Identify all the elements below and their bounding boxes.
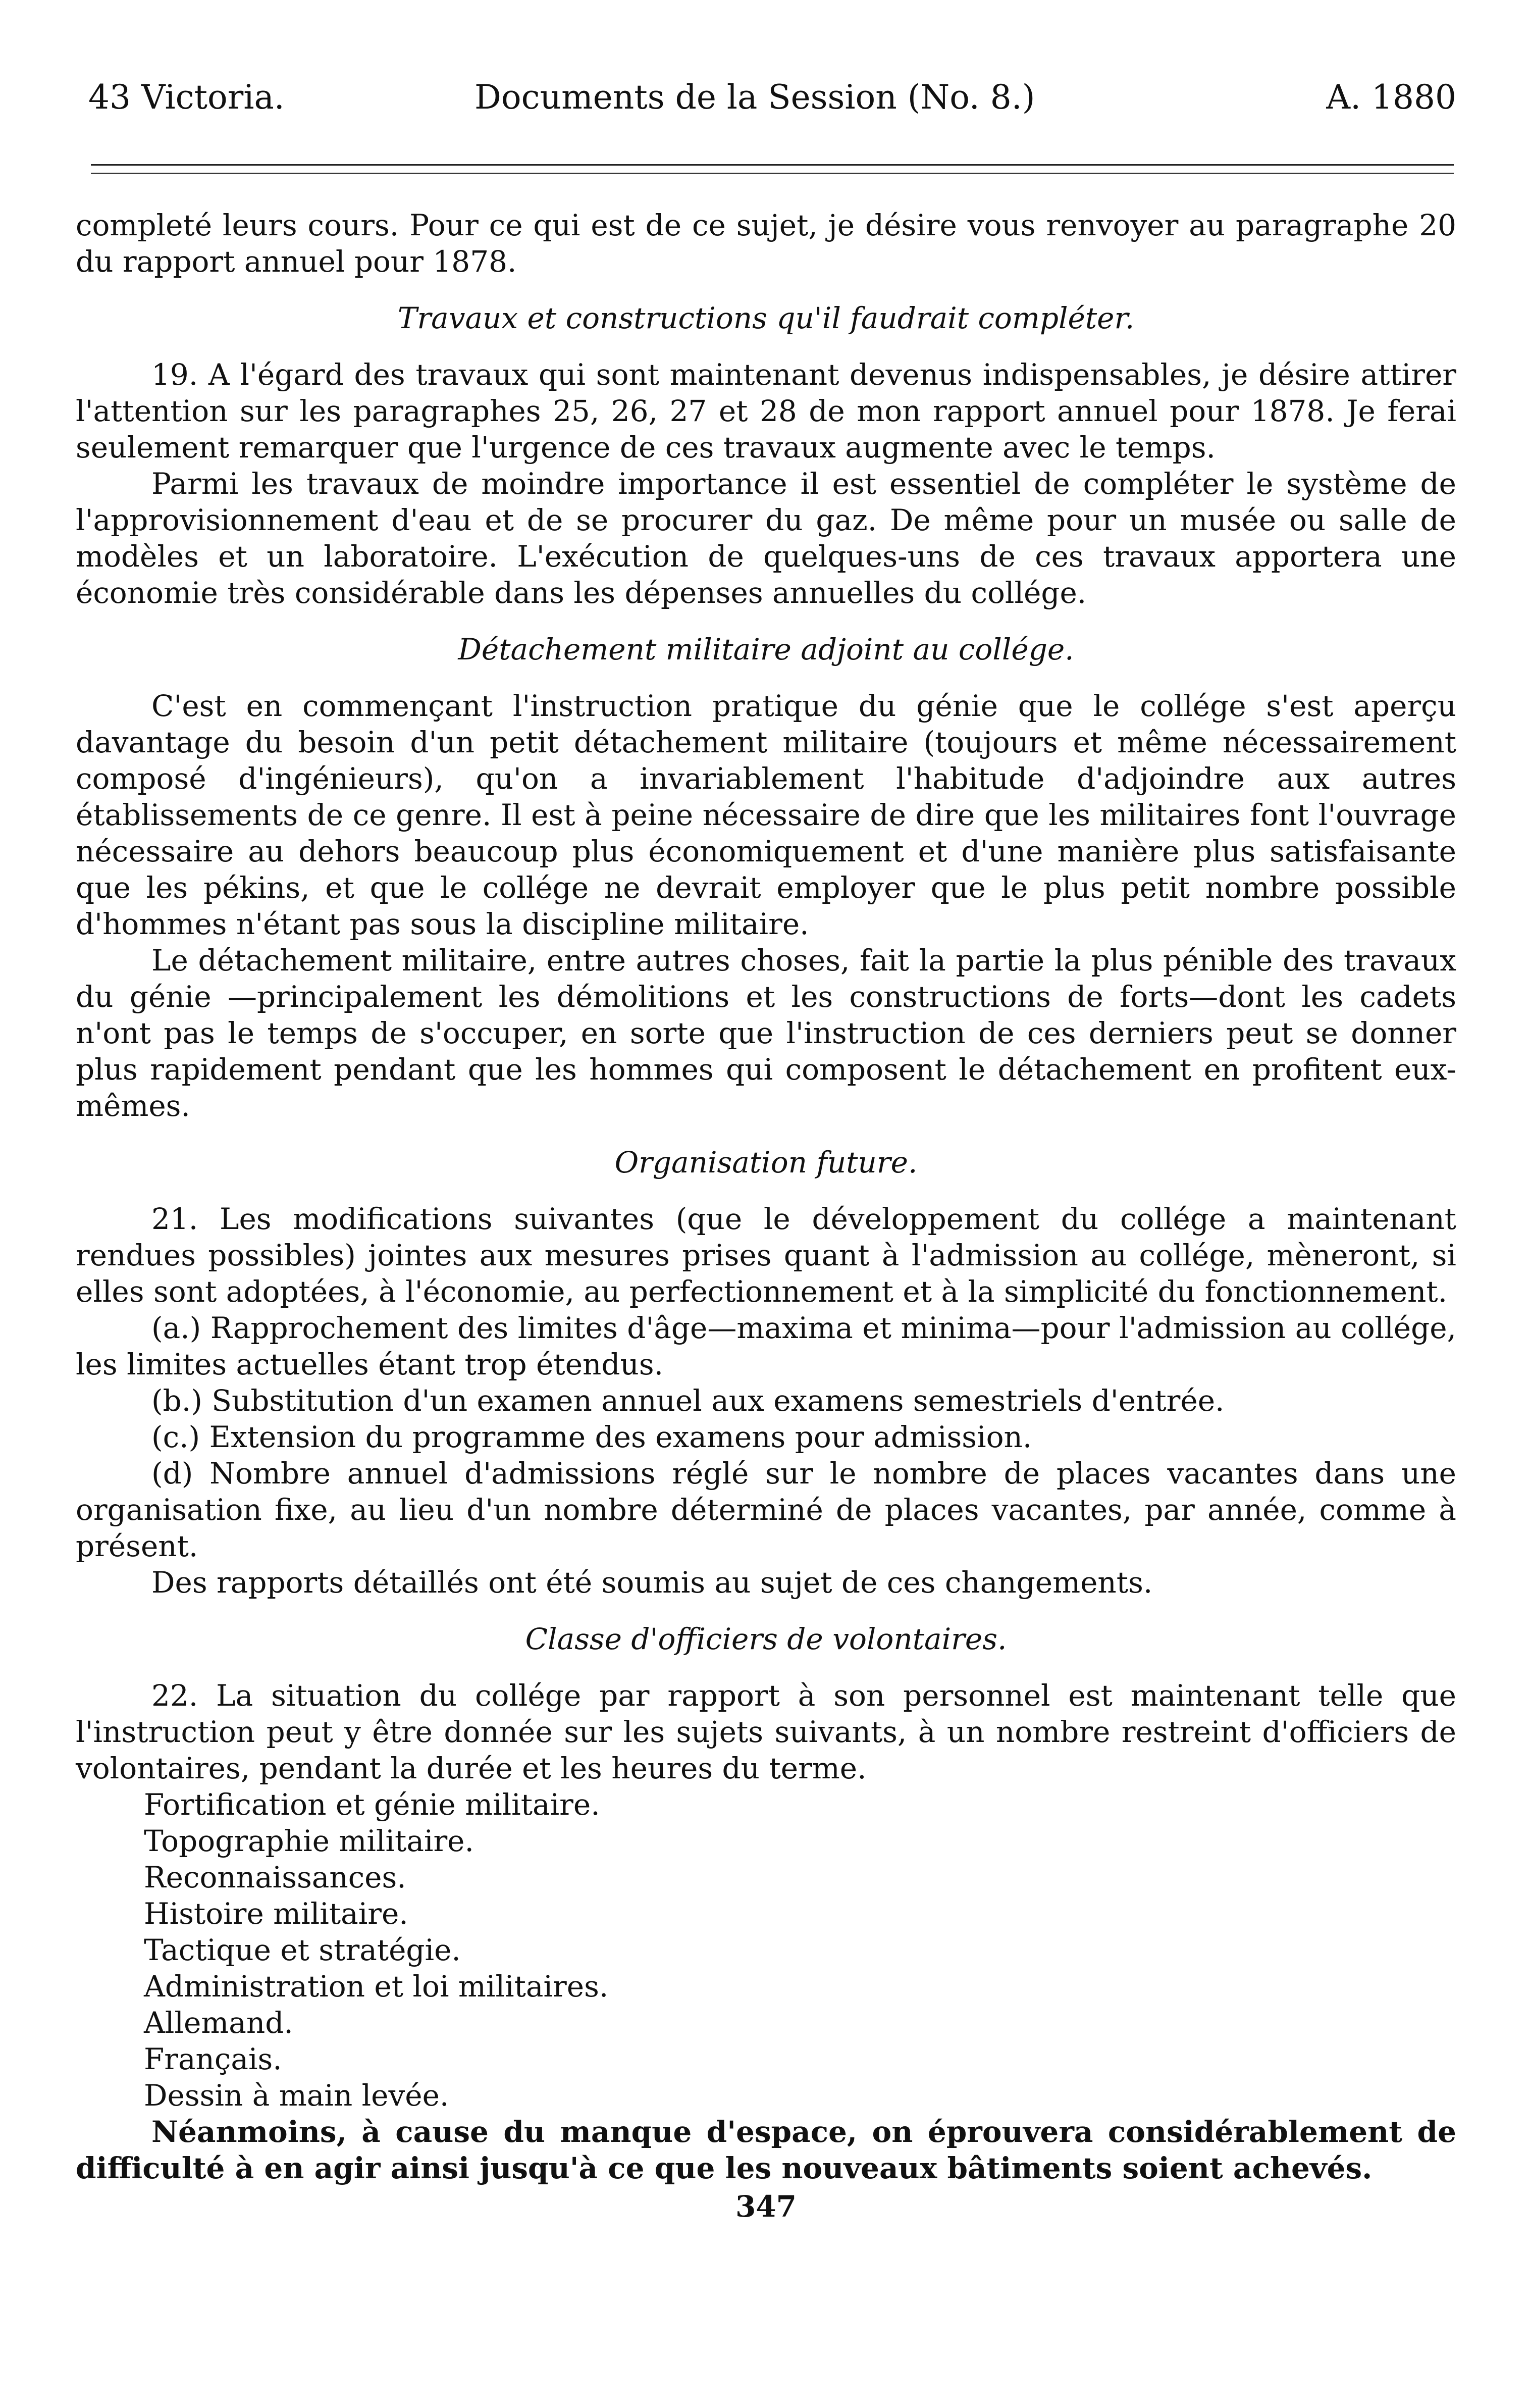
item-d: (d) Nombre annuel d'admissions réglé sur le nombre de places vacantes dans une organisation fixe, au lieu d'un nombre déterminé de places vacantes, par année, comme à présent.: [76, 1456, 1456, 1563]
section-heading-1: Travaux et constructions qu'il faudrait compléter.: [397, 301, 1135, 335]
subject-item: Topographie militaire.: [144, 1824, 474, 1858]
subject-item: Reconnaissances.: [144, 1860, 406, 1894]
paragraph-19: 19. A l'égard des travaux qui sont maintenant devenus indispensables, je désire attirer l'attention sur les paragraphes 25, 26, 27 et 28 de mon rapport annuel pour 1878. Je ferai seulement remarquer que l'urgence de ces travaux augmente avec le temps.: [76, 357, 1456, 465]
header-right: A. 1880: [1326, 78, 1456, 117]
page-number: 347: [735, 2189, 797, 2224]
document-page: [76, 78, 1456, 2224]
section-heading-4: Classe d'officiers de volontaires.: [525, 1622, 1007, 1656]
paragraph-20: C'est en commençant l'instruction pratique du génie que le collége s'est aperçu davantage du besoin d'un petit détachement militaire (toujours et même nécessairement composé d'ingénieurs), qu'on a invariablement l'habitude d'adjoindre aux autres établissements de ce genre. Il est à peine nécessaire de dire que les militaires font l'ouvrage nécessaire au dehors beaucoup plus économiquement et d'une manière plus satisfaisante que les pékins, et que le collége ne devrait employer que le plus petit nombre possible d'hommes n'étant pas sous la discipline militaire.: [76, 689, 1456, 941]
subject-item: Français.: [144, 2042, 282, 2076]
item-b: (b.) Substitution d'un examen annuel aux examens semestriels d'entrée.: [151, 1384, 1225, 1418]
paragraph-20b: Le détachement militaire, entre autres choses, fait la partie la plus pénible des travaux du génie —principalement les démolitions et les constructions de forts—dont les cadets n'ont pas le temps de s'occuper, en sorte que l'instruction de ces derniers peut se donner plus rapidement pendant que les hommes qui composent le détachement en profitent eux-mêmes.: [76, 943, 1456, 1123]
item-a: (a.) Rapprochement des limites d'âge—maxima et minima—pour l'admission au collége, les limites actuelles étant trop étendus.: [76, 1311, 1456, 1381]
item-c: (c.) Extension du programme des examens pour admission.: [151, 1420, 1032, 1454]
subjects-list: [76, 1786, 1456, 2114]
paragraph-21b: Des rapports détaillés ont été soumis au sujet de ces changements.: [151, 1565, 1153, 1600]
subject-item: Tactique et stratégie.: [144, 1933, 461, 1967]
page-header: [76, 78, 1456, 136]
paragraph-19b: Parmi les travaux de moindre importance il est essentiel de compléter le système de l'approvisionnement d'eau et de se procurer du gaz. De même pour un musée ou salle de modèles et un laboratoire. L'exécution de quelques-uns de ces travaux apportera une économie très considérable dans les dépenses annuelles du collége.: [76, 467, 1456, 610]
subject-item: Dessin à main levée.: [144, 2078, 449, 2113]
subject-item: Allemand.: [144, 2006, 293, 2040]
section-heading-3: Organisation future.: [614, 1145, 918, 1180]
document-body: [76, 207, 1456, 2225]
header-rule-top: [91, 164, 1454, 166]
header-center: Documents de la Session (No. 8.): [474, 78, 1035, 117]
subject-item: Fortification et génie militaire.: [144, 1787, 600, 1822]
header-left: 43 Victoria.: [88, 78, 285, 117]
paragraph-1: completé leurs cours. Pour ce qui est de ce sujet, je désire vous renvoyer au paragraphe 20 du rapport annuel pour 1878.: [76, 208, 1456, 279]
section-heading-2: Détachement militaire adjoint au collége.: [458, 632, 1074, 667]
paragraph-22: 22. La situation du collége par rapport à son personnel est maintenant telle que l'instruction peut y être donnée sur les sujets suivants, à un nombre restreint d'officiers de volontaires, pendant la durée et les heures du terme.: [76, 1678, 1456, 1785]
paragraph-22b: Néanmoins, à cause du manque d'espace, on éprouvera considérablement de difficulté à en agir ainsi jusqu'à ce que les nouveaux bâtiments soient achevés.: [76, 2115, 1456, 2185]
subject-item: Administration et loi militaires.: [144, 1969, 609, 2004]
paragraph-21: 21. Les modifications suivantes (que le développement du collége a maintenant rendues possibles) jointes aux mesures prises quant à l'admission au collége, mèneront, si elles sont adoptées, à l'économie, au perfectionnement et à la simplicité du fonctionnement.: [76, 1202, 1456, 1309]
subject-item: Histoire militaire.: [144, 1897, 408, 1931]
header-rule-bottom: [91, 173, 1454, 174]
